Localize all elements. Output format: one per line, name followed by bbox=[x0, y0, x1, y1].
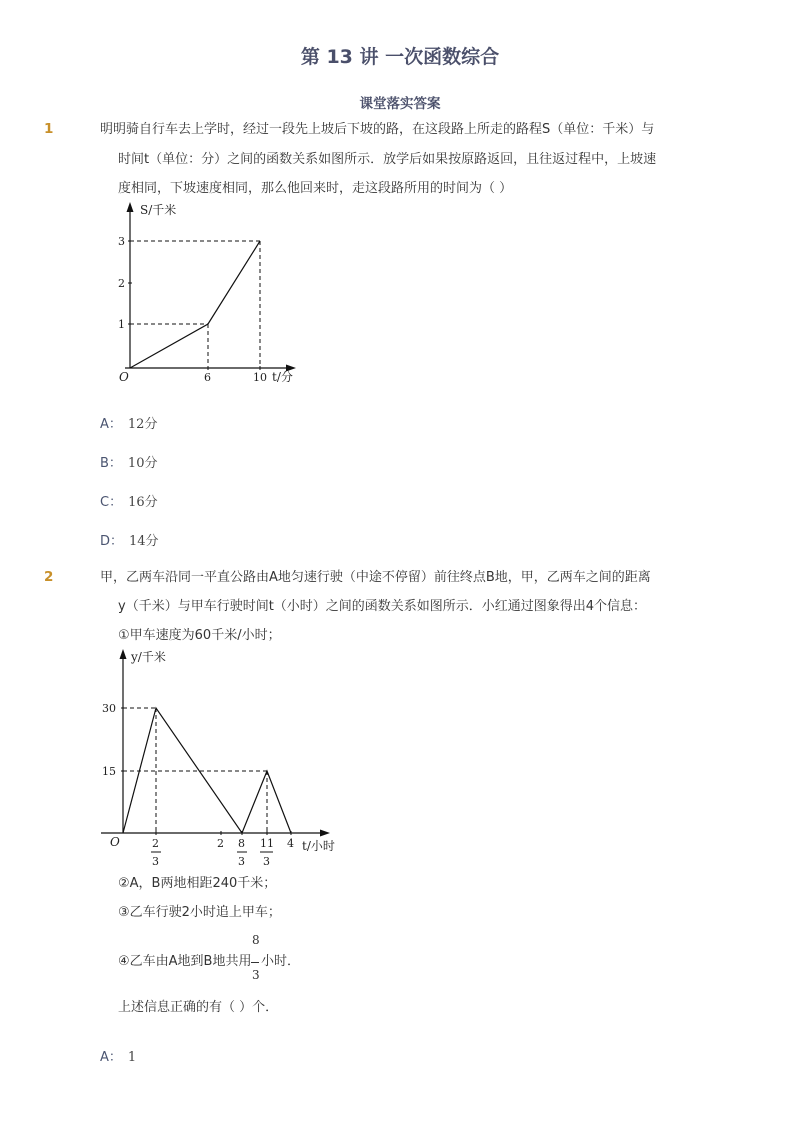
y-axis-label: y/千米 bbox=[131, 650, 166, 664]
distance-curve bbox=[130, 241, 260, 368]
distance-time-graph bbox=[110, 198, 310, 398]
question-prompt: 上述信息正确的有（ ）个． bbox=[118, 1000, 279, 1015]
option-label: B： bbox=[100, 456, 122, 471]
option-value: 14分 bbox=[129, 534, 159, 549]
y-tick-label: 3 bbox=[118, 235, 125, 248]
fraction-denominator: 3 bbox=[252, 968, 260, 982]
info-item: ③乙车行驶2小时追上甲车； bbox=[118, 905, 281, 920]
y-tick-label: 2 bbox=[118, 277, 125, 290]
x-tick-label: 6 bbox=[204, 371, 211, 384]
x-tick-denominator: 3 bbox=[238, 855, 245, 865]
x-tick-label: 2 bbox=[217, 837, 224, 850]
y-axis-label: S/千米 bbox=[140, 203, 177, 217]
x-tick-numerator: 11 bbox=[260, 837, 274, 850]
question-text-line: y（千米）与甲车行驶时间t（小时）之间的函数关系如图所示．小红通过图象得出4个信息： bbox=[118, 599, 647, 614]
x-tick-denominator: 3 bbox=[152, 855, 159, 865]
y-axis-arrow bbox=[127, 202, 134, 212]
x-tick-numerator: 8 bbox=[238, 837, 245, 850]
info-item: ②A，B两地相距240千米； bbox=[118, 876, 277, 891]
x-axis-label: t/分 bbox=[272, 370, 293, 384]
page-title: 第 13 讲 一次函数综合 bbox=[300, 46, 500, 68]
fraction-numerator: 8 bbox=[252, 933, 260, 947]
x-tick-numerator: 2 bbox=[152, 837, 159, 850]
x-tick-label: 10 bbox=[253, 371, 267, 384]
y-tick-label: 15 bbox=[102, 765, 116, 778]
y-tick-label: 30 bbox=[102, 702, 116, 715]
option-d[interactable] bbox=[100, 530, 159, 549]
y-tick-label: 1 bbox=[118, 318, 125, 331]
option-value: 16分 bbox=[128, 495, 158, 510]
option-c[interactable] bbox=[100, 491, 158, 510]
question-text-line: 明明骑自行车去上学时，经过一段先上坡后下坡的路，在这段路上所走的路程S（单位：千米）与 bbox=[100, 122, 655, 137]
distance-time-graph-2 bbox=[98, 643, 348, 865]
origin-label: O bbox=[110, 835, 120, 849]
x-axis-label: t/小时 bbox=[302, 839, 335, 853]
question-number: 2 bbox=[44, 569, 54, 585]
option-value: 10分 bbox=[127, 456, 158, 471]
option-label: D： bbox=[100, 534, 124, 549]
x-axis-arrow bbox=[320, 830, 330, 837]
info-item: ①甲车速度为60千米/小时； bbox=[118, 628, 281, 643]
question-number: 1 bbox=[44, 121, 54, 137]
option-a[interactable] bbox=[100, 413, 157, 432]
y-axis-arrow bbox=[120, 649, 127, 659]
question-text-line: 度相同，下坡速度相同，那么他回来时，走这段路所用的时间为（ ） bbox=[118, 181, 513, 196]
section-subtitle: 课堂落实答案 bbox=[359, 96, 441, 112]
x-tick-label: 4 bbox=[287, 837, 294, 850]
question-text-line: 时间t（单位：分）之间的函数关系如图所示．放学后如果按原路返回，且往返过程中，上坡速 bbox=[118, 152, 657, 167]
x-tick-denominator: 3 bbox=[263, 855, 270, 865]
option-value: 1 bbox=[127, 1050, 137, 1065]
option-label: A： bbox=[100, 417, 122, 432]
option-b[interactable] bbox=[100, 452, 157, 471]
option-label: A： bbox=[100, 1050, 122, 1065]
question-text-line: 甲，乙两车沿同一平直公路由A地匀速行驶（中途不停留）前往终点B地，甲，乙两车之间的距离 bbox=[100, 570, 651, 585]
info-item: ④乙车由A地到B地共用 bbox=[118, 954, 252, 969]
option-label: C： bbox=[100, 495, 123, 510]
option-value: 12分 bbox=[127, 417, 158, 432]
origin-label: O bbox=[119, 370, 129, 384]
info-suffix: 小时． bbox=[261, 954, 301, 969]
option-a[interactable] bbox=[100, 1046, 136, 1065]
fraction-bar bbox=[251, 962, 259, 963]
